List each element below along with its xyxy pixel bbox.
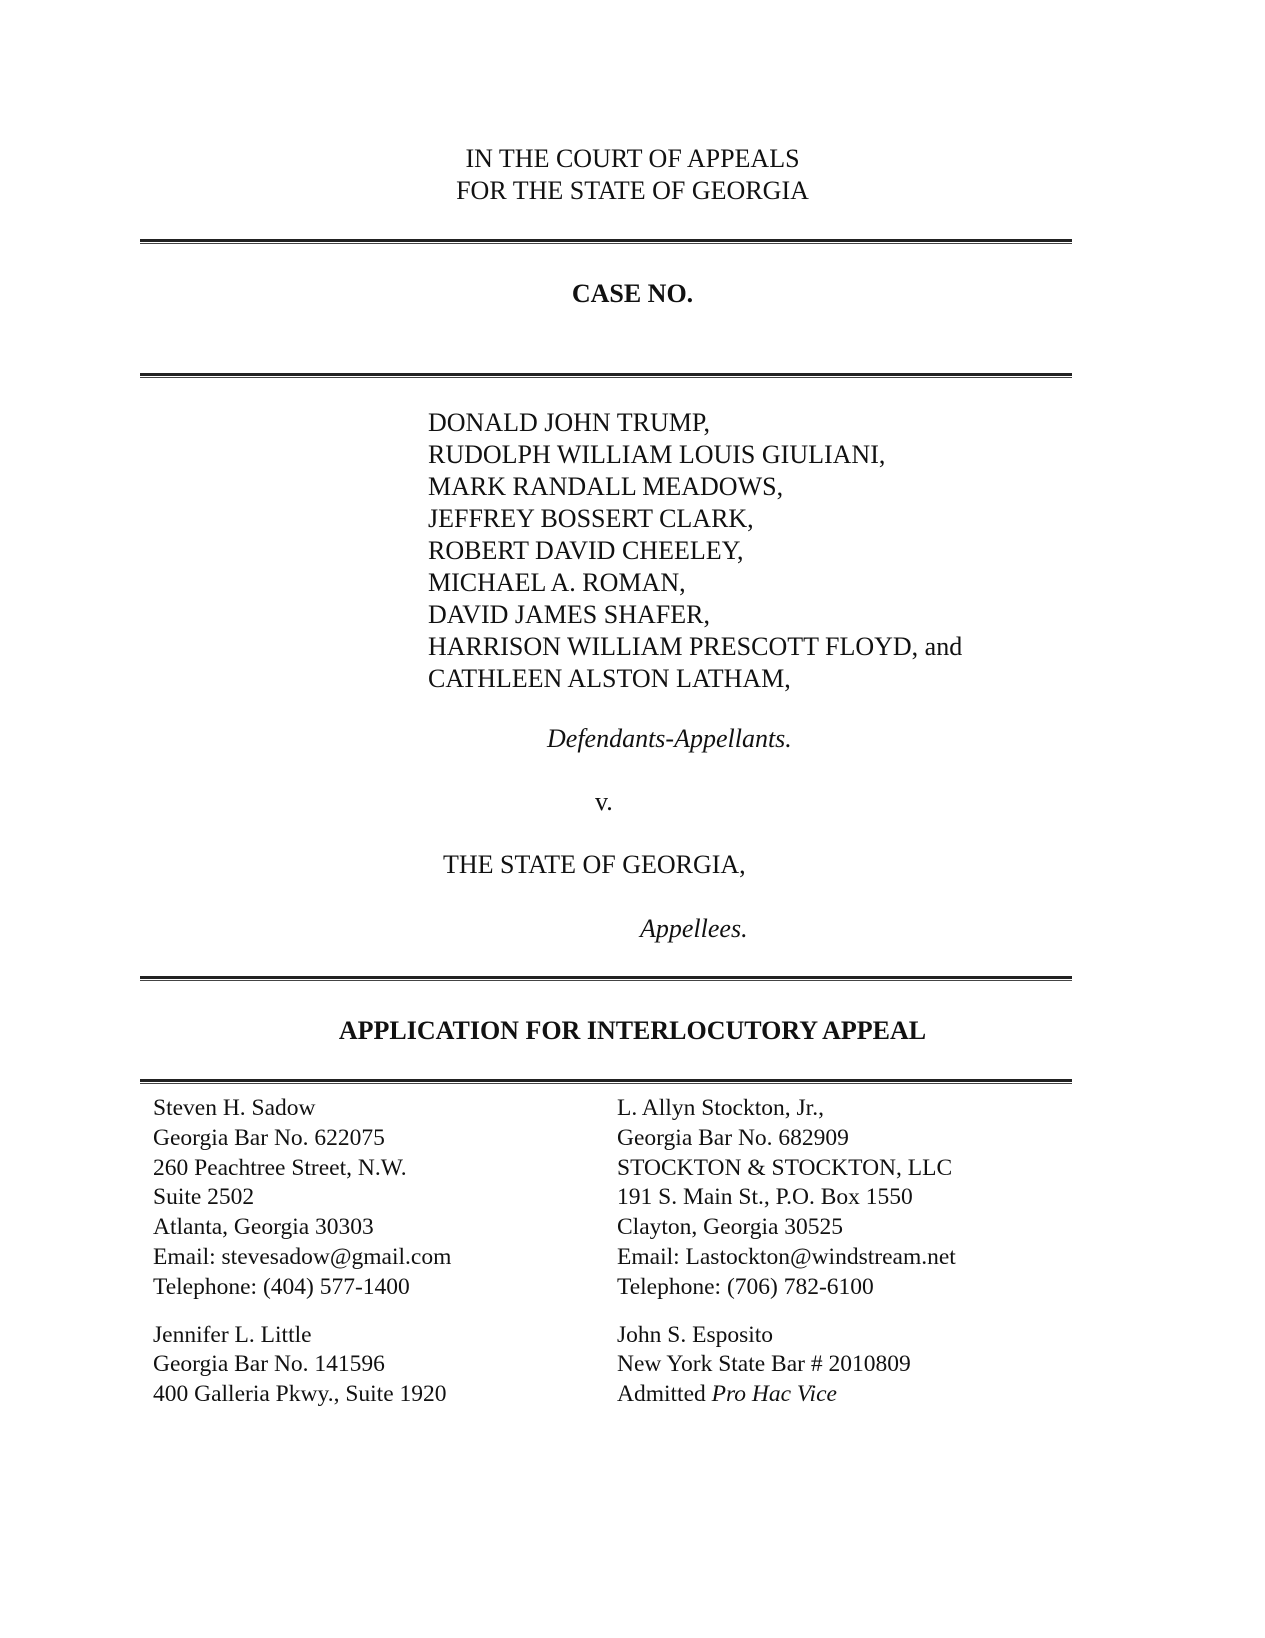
bar-number: Georgia Bar No. 622075 — [153, 1124, 385, 1151]
document-title: APPLICATION FOR INTERLOCUTORY APPEAL — [338, 1016, 927, 1045]
appellant-name: ROBERT DAVID CHEELEY, — [428, 536, 744, 565]
counsel-block-esposito — [617, 1321, 956, 1410]
appellants-role: Defendants-Appellants. — [547, 724, 792, 753]
court-name-line-1: IN THE COURT OF APPEALS — [465, 144, 800, 173]
divider-rule — [140, 1079, 1072, 1085]
divider-rule — [140, 373, 1072, 379]
address-line: 260 Peachtree Street, N.W. — [153, 1154, 407, 1181]
appellant-name: MARK RANDALL MEADOWS, — [428, 472, 784, 501]
counsel-right-column — [617, 1094, 956, 1428]
email: Email: stevesadow@gmail.com — [153, 1243, 452, 1270]
appellant-name: JEFFREY BOSSERT CLARK, — [428, 504, 754, 533]
bar-number: New York State Bar # 2010809 — [617, 1351, 911, 1378]
bar-number: Georgia Bar No. 141596 — [153, 1351, 385, 1378]
court-name-line-2: FOR THE STATE OF GEORGIA — [456, 176, 809, 205]
email: Email: Lastockton@windstream.net — [617, 1243, 956, 1270]
counsel-block-little — [153, 1321, 451, 1410]
appellee-name: THE STATE OF GEORGIA, — [443, 850, 746, 879]
appellant-name: DAVID JAMES SHAFER, — [428, 600, 710, 629]
appellee-role: Appellees. — [640, 914, 748, 943]
divider-rule — [140, 976, 1072, 982]
appellant-name: CATHLEEN ALSTON LATHAM, — [428, 664, 791, 693]
attorney-name: L. Allyn Stockton, Jr., — [617, 1095, 824, 1121]
attorney-name: John S. Esposito — [617, 1321, 774, 1348]
admission-status — [617, 1380, 956, 1410]
attorney-name: Jennifer L. Little — [153, 1321, 312, 1348]
address-line: Atlanta, Georgia 30303 — [153, 1214, 374, 1241]
address-line: 400 Galleria Pkwy., Suite 1920 — [153, 1381, 447, 1408]
telephone: Telephone: (404) 577-1400 — [153, 1273, 410, 1300]
telephone: Telephone: (706) 782-6100 — [617, 1273, 874, 1300]
versus-label: v. — [595, 787, 613, 816]
admitted-prefix: Admitted — [617, 1381, 712, 1408]
appellant-name: DONALD JOHN TRUMP, — [428, 408, 710, 437]
case-number-label: CASE NO. — [571, 279, 694, 308]
appellants-list — [428, 407, 962, 695]
counsel-left-column — [153, 1094, 451, 1428]
appellant-name: MICHAEL A. ROMAN, — [428, 568, 686, 597]
attorney-name: Steven H. Sadow — [153, 1095, 316, 1121]
counsel-block-stockton — [617, 1094, 956, 1303]
address-line: Suite 2502 — [153, 1184, 255, 1211]
divider-rule — [140, 239, 1072, 245]
appellant-name: RUDOLPH WILLIAM LOUIS GIULIANI, — [428, 440, 886, 469]
counsel-block-sadow — [153, 1094, 451, 1303]
firm-name: STOCKTON & STOCKTON, LLC — [617, 1154, 953, 1181]
appellant-name: HARRISON WILLIAM PRESCOTT FLOYD, and — [428, 632, 963, 661]
pro-hac-vice: Pro Hac Vice — [711, 1381, 837, 1408]
address-line: 191 S. Main St., P.O. Box 1550 — [617, 1184, 913, 1211]
bar-number: Georgia Bar No. 682909 — [617, 1124, 849, 1151]
address-line: Clayton, Georgia 30525 — [617, 1214, 844, 1241]
